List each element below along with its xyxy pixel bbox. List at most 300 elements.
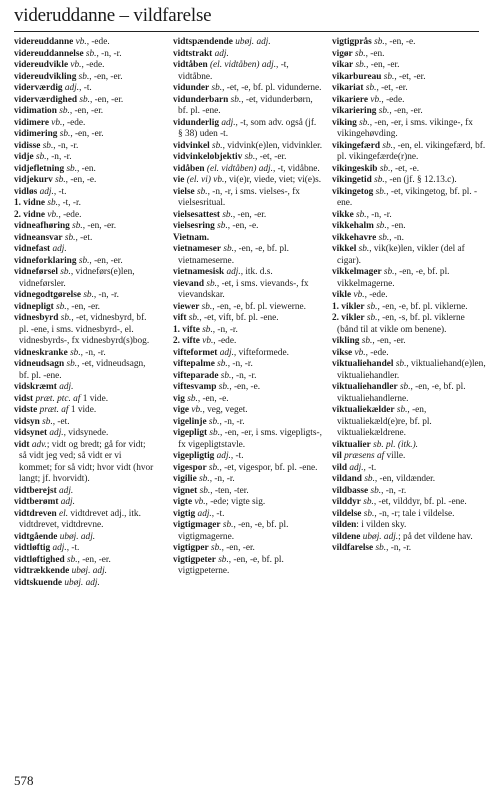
entry-grammar: sb. [374,37,385,47]
dictionary-entry [332,440,486,452]
entry-grammar: sb. [83,290,94,300]
dictionary-entry [173,233,323,245]
entry-inflection: , -n, -r. [366,209,392,220]
entry-inflection: , -en, -er. [221,543,255,553]
dictionary-entry [332,302,486,314]
entry-grammar: vb. [370,94,382,105]
entry-inflection: , -en, -e. [65,175,97,185]
dictionary-entry [173,95,323,118]
dictionary-entry [14,405,154,417]
entry-inflection: vifteformede. [236,347,289,358]
entry-inflection: , -en, -e. [384,37,416,47]
entry-inflection: , -en, -e, bf. pl. vikkelmagerne. [337,267,450,289]
dictionary-entry [14,256,154,268]
entry-inflection: , -en, -er. [82,221,117,231]
entry-headword: vidtrækkende [14,566,70,576]
dictionary-entry [173,49,323,61]
entry-grammar: vb. [353,290,365,300]
page-number: 578 [14,773,34,788]
dictionary-entry [332,118,486,141]
dictionary-entry [173,221,323,233]
entry-inflection: , -en, -er. [66,301,101,312]
entry-inflection: , vik(ke)len, vikler (del af cigar). [337,244,465,266]
entry-inflection: , -ede. [86,37,110,47]
entry-grammar: sb. [365,83,377,93]
dictionary-entry [332,290,486,302]
entry-inflection: , -en, -er. [389,106,423,116]
entry-grammar: sb. [72,221,83,231]
entry-grammar: ubøj. adj. [59,531,96,542]
entry-headword: vikar [332,60,354,70]
entry-grammar: ubøj. adj. [64,577,100,588]
dictionary-entry [14,382,154,394]
entry-grammar: sb. [208,416,220,427]
entry-headword: vildelse [332,508,362,519]
entry-grammar: sb. pl. (itk.). [373,439,419,450]
entry-headword: vignet [173,485,198,496]
dictionary-entry [173,336,323,348]
entry-inflection: vidtdrevet adj., itk. vidtdrevet, vidtdrevne. [19,508,141,530]
dictionary-entry [332,267,486,290]
entry-headword: vidvinkelobjektiv [173,152,243,162]
entry-grammar: sb. [358,244,370,254]
dictionary-entry [14,83,154,95]
entry-headword: vigelinje [173,416,207,427]
entry-grammar: sb. [218,382,230,392]
entry-headword: viftesvamp [173,382,217,392]
entry-grammar: sb. [187,393,198,404]
entry-grammar: sb. [383,267,395,277]
entry-headword: vildfarelse [332,543,374,553]
entry-grammar: vb. [51,117,63,128]
entry-headword: vidtløftighed [14,554,65,565]
entry-inflection: , -en, -e, bf. pl. viklerne. [377,301,468,312]
entry-headword: vigtigpeter [173,554,216,565]
entry-headword: vidimation [14,106,57,116]
entry-grammar: vb. [191,405,203,415]
dictionary-entry [173,509,323,521]
entry-inflection: , -ede. [381,94,405,105]
entry-grammar: adj., [219,347,237,358]
entry-headword: vikling [332,336,360,346]
entry-grammar: ubøj. adj. [71,566,107,576]
dictionary-entry [332,463,486,475]
entry-grammar: sb. [201,301,213,312]
entry-inflection: 1 vide. [68,405,97,415]
dictionary-entry [173,474,323,486]
entry-grammar: ubøj. adj. [235,37,271,47]
entry-grammar: sb. [376,221,387,231]
entry-inflection: , -en, -er. [77,554,111,565]
entry-headword: vidunderlig [173,117,219,128]
entry-inflection: , -et, vidneudsagn, bf. pl. -ene. [19,359,146,381]
dictionary-entry [332,37,486,49]
entry-headword: vidtberømt [14,497,59,507]
dictionary-entry [332,405,486,440]
dictionary-entry [14,210,154,222]
entry-headword: vidje [14,152,34,162]
entry-headword: viktualiehandel [332,359,394,369]
entry-grammar: vb. [75,37,87,47]
header-rule [14,31,479,32]
entry-grammar: sb. [220,370,232,381]
entry-headword: vidtstrakt [173,48,213,59]
dictionary-entry [14,198,154,210]
entry-headword: vildene [332,531,361,542]
entry-grammar: sb. [206,278,217,289]
entry-headword: vidneforklaring [14,255,77,266]
dictionary-entry [173,164,323,176]
entry-grammar: sb. [79,94,90,105]
entry-grammar: sb. [209,428,221,438]
entry-headword: vikingetid [332,175,372,185]
entry-headword: vidunderbarn [173,94,229,105]
entry-inflection: , -t. [211,508,225,519]
entry-grammar: sb. [364,474,375,484]
entry-grammar: sb. [222,520,234,530]
entry-headword: vidneansvar [14,232,63,243]
entry-inflection: , -en, -er. [89,94,124,105]
entry-headword: viktualier [332,439,371,450]
entry-grammar: sb. [223,244,234,254]
dictionary-entry [173,520,323,543]
entry-grammar: adj. [52,244,67,254]
entry-inflection: , -t. [53,186,67,197]
dictionary-entry [173,543,323,555]
entry-grammar: sb. [361,336,373,346]
entry-headword: vidt [14,439,30,450]
dictionary-entry [173,244,323,267]
entry-headword: vidsynet [14,428,48,438]
dictionary-entry [332,233,486,245]
entry-grammar: sb. [378,106,390,116]
dictionary-entry [173,486,323,498]
entry-headword: viderværdig [14,83,63,93]
entry-grammar: sb. [355,60,367,70]
entry-headword: vielse [173,186,195,197]
entry-headword: 2. vikler [332,313,365,323]
entry-grammar: sb. [396,405,408,415]
entry-inflection: , -en, -er, i sms. vigepligts-, fx vigepligtstavle. [178,428,322,450]
entry-grammar: sb. [199,485,211,496]
entry-grammar: sb. [366,313,378,323]
entry-headword: viderværdighed [14,94,78,105]
entry-headword: 1. vidne [14,198,45,208]
entry-grammar: adj. [52,543,67,553]
dictionary-entry [14,532,154,544]
entry-headword: vikingeskib [332,163,378,174]
entry-grammar: vb. [194,497,206,507]
entry-headword: vikariat [332,83,364,93]
entry-inflection: , -ede. [58,209,82,220]
entry-headword: 2. vidne [14,209,45,220]
entry-inflection: , -et, vidunderbørn, bf. pl. -ene. [178,94,313,116]
dictionary-entry [332,336,486,348]
entry-inflection: -t, vidtåbne. [178,60,289,82]
entry-headword: vigtigprås [332,37,372,47]
dictionary-entry [332,210,486,222]
entry-grammar: sb. [64,232,76,243]
entry-inflection: , -en, -er. [69,106,104,116]
dictionary-entry [14,141,154,153]
entry-inflection: , -et, vilddyr, bf. pl. -ene. [373,497,467,507]
entry-inflection: , -n, -r. [227,359,253,369]
entry-headword: vigtig [173,508,196,519]
entry-grammar: adj. [59,382,74,392]
entry-grammar: sb. [379,163,391,174]
entry-headword: vidtløftig [14,543,51,553]
dictionary-entry [14,290,154,302]
entry-inflection: , -et, -er. [376,83,408,93]
entry-headword: vil [332,451,342,461]
dictionary-entry [332,532,486,544]
dictionary-entry [14,106,154,118]
entry-grammar: vb. [47,209,59,220]
entry-inflection: , -t. [230,451,244,461]
entry-grammar: sb. [370,485,382,496]
entry-grammar: adv. [31,439,47,450]
entry-headword: vidneskranke [14,347,68,358]
entry-headword: vifteformet [173,347,218,358]
column-2 [173,37,323,578]
dictionary-entry [14,486,154,498]
entry-headword: vig [173,393,185,404]
entry-headword: vigespor [173,462,207,473]
entry-grammar: sb. [55,175,66,185]
entry-inflection: , -en (jf. § 12.13.c). [384,175,457,185]
entry-headword: vidskræmt [14,382,57,392]
dictionary-entry [14,555,154,567]
entry-inflection: , -en, -er. [89,255,123,266]
entry-headword: viking [332,117,357,128]
entry-inflection: , -en, -er. [89,71,123,82]
entry-grammar: sb. [382,140,393,151]
entry-headword: videreuddannelse [14,48,84,59]
entry-headword: 1. vifte [173,324,200,335]
dictionary-entry [332,106,486,118]
entry-inflection: , -n, -r. [96,48,122,59]
dictionary-entry [14,313,154,348]
dictionary-entry [173,152,323,164]
entry-inflection: , -t. [363,462,377,473]
entry-inflection: , viktualiehand(e)len, viktualiehandler. [337,359,486,381]
entry-headword: vidnesbyrd [14,313,59,323]
entry-grammar: el. [59,508,69,519]
entry-headword: vidnepligt [14,301,54,312]
entry-inflection: , -t, som adv. også (jf. § 38) uden -t. [178,117,317,139]
dictionary-entry [173,463,323,475]
dictionary-entry [332,509,486,521]
entry-headword: vidjefletning [14,163,65,174]
entry-inflection: , -n, -r, i sms. vielses-, fx vielsesritual. [178,186,300,208]
entry-headword: vikkelmager [332,267,382,277]
entry-inflection: , -ede; vigte sig. [205,497,266,507]
entry-headword: vikse [332,347,353,358]
entry-grammar: sb. [211,83,223,93]
entry-headword: viftepalme [173,359,215,369]
dictionary-entry [14,152,154,164]
entry-headword: vikingetog [332,186,374,197]
dictionary-entry [14,543,154,555]
entry-inflection: , -en, -er. [366,60,400,70]
entry-headword: vidisse [14,140,41,151]
dictionary-entry [332,83,486,95]
dictionary-entry [14,267,154,290]
dictionary-entry [14,497,154,509]
dictionary-entry [332,543,486,555]
entry-headword: vidimere [14,117,49,128]
entry-inflection: , -ede. [364,290,388,300]
dictionary-entry [14,348,154,360]
entry-headword: videreudvikling [14,71,77,82]
entry-grammar: sb. [35,152,47,162]
entry-grammar: sb. [70,347,81,358]
dictionary-entry [14,566,154,578]
dictionary-entry [173,118,323,141]
entry-headword: vikariere [332,94,368,105]
entry-grammar: sb. [395,359,407,369]
dictionary-entry [173,394,323,406]
entry-inflection: , -n, -r. [381,485,407,496]
entry-headword: vie [173,175,185,185]
entry-headword: vikke [332,209,354,220]
entry-inflection: 1 vide. [80,393,109,404]
entry-inflection: , -et, -er. [394,71,426,82]
running-header: videruddanne – vildfarelse [14,5,212,26]
entry-inflection: , veg, veget. [202,405,248,415]
dictionary-entry [173,359,323,371]
entry-inflection: , -et. [75,232,93,243]
entry-inflection: , -en, -e, bf. pl. vigtigpeterne. [178,554,284,576]
entry-inflection: , -et, -er. [255,152,287,162]
dictionary-entry [173,428,323,451]
entry-headword: vielsesattest [173,209,220,220]
entry-headword: viktualiekælder [332,405,395,415]
dictionary-entry [14,244,154,256]
dictionary-entry [332,187,486,210]
entry-grammar: adj. [216,451,231,461]
entry-headword: vidste [14,405,38,415]
entry-inflection: vi(e)r, viede, viet; vi(e)s. [226,175,322,185]
entry-inflection: , -en, -s, bf. pl. viklerne (bånd til at vikle om benene). [337,313,465,335]
entry-grammar: (el. vidtåben) adj., [206,163,276,174]
entry-grammar: sb. [66,554,78,565]
entry-inflection: , -en, -e, bf. pl. vigtigmagerne. [178,520,289,542]
entry-headword: vidtberejst [14,485,57,496]
entry-inflection: , -n, -r; tale i vildelse. [374,508,455,519]
entry-grammar: sb. [366,301,378,312]
dictionary-entry [14,440,154,486]
dictionary-entry [173,175,323,187]
entry-headword: vildbasse [332,485,369,496]
dictionary-entry [14,428,154,440]
entry-grammar: adj. [214,48,229,59]
dictionary-entry [14,175,154,187]
entry-inflection: , -en. [365,48,385,59]
entry-inflection: , -et, vigespor, bf. pl. -ene. [219,462,318,473]
entry-inflection: , -n, -r. [93,290,119,300]
entry-grammar: adj. [60,497,75,507]
entry-grammar: sb. [210,543,222,553]
dictionary-entry [332,451,486,463]
entry-headword: vigepligt [173,428,208,438]
entry-inflection: , -n. [389,232,404,243]
entry-inflection: , -n, -r. [219,416,245,427]
dictionary-entry [173,325,323,337]
entry-grammar: adj. [349,462,364,473]
entry-headword: vige [173,405,190,415]
dictionary-entry [332,474,486,486]
entry-grammar: sb. [197,186,208,197]
entry-grammar: sb. [78,71,90,82]
entry-headword: vidtåben [173,60,208,70]
entry-headword: vifteparade [173,370,219,381]
dictionary-entry [332,141,486,164]
entry-grammar: adj. [39,186,54,197]
entry-inflection: , -en, -e, bf. pl. viewerne. [212,301,306,312]
dictionary-entry [332,244,486,267]
entry-inflection: , -et, -e. [390,163,420,174]
dictionary-entry [332,486,486,498]
entry-inflection: : i vilden sky. [356,520,407,530]
dictionary-entry [173,141,323,153]
entry-headword: videreuddanne [14,37,74,47]
column-1 [14,37,154,589]
dictionary-entry [14,37,154,49]
entry-headword: vigtigper [173,543,209,553]
dictionary-entry [14,394,154,406]
entry-inflection: , -et, -e, bf. pl. vidunderne. [222,83,322,93]
dictionary-entry [173,451,323,463]
entry-grammar: vb. [354,347,366,358]
entry-headword: vidtspændende [173,37,233,47]
entry-inflection: , -ede. [62,117,86,128]
entry-headword: vild [332,462,347,473]
entry-grammar: (el. vi) vb., [186,175,227,185]
entry-grammar: adj. [49,428,64,438]
entry-headword: vielsesring [173,221,215,231]
entry-grammar: sb. [244,152,256,162]
dictionary-entry [14,129,154,141]
dictionary-entry [14,60,154,72]
entry-grammar: vb. [70,60,82,70]
entry-headword: vidjekurv [14,175,53,185]
dictionary-entry [173,405,323,417]
entry-headword: vidimering [14,129,58,139]
entry-grammar: sb. [56,301,67,312]
entry-inflection: , -et, vikingetog, bf. pl. -ene. [337,186,478,208]
entry-grammar: adj. [64,83,80,93]
entry-inflection: , -en, el. vikingefærd, bf. pl. vikingefærde(r)ne. [337,140,486,162]
entry-headword: vikkehalm [332,221,374,231]
column-3 [332,37,486,555]
entry-headword: vidnefast [14,244,51,254]
entry-headword: vigte [173,497,193,507]
entry-grammar: sb. [208,462,220,473]
entry-grammar: sb. [218,554,229,565]
entry-inflection: , -t. [66,543,80,553]
dictionary-entry [173,302,323,314]
dictionary-entry [173,187,323,210]
entry-headword: vikariering [332,106,377,116]
dictionary-entry [173,313,323,325]
entry-grammar: sb. [85,48,97,59]
entry-inflection: , -en, -er, i sms. vikinge-, fx vikingehøvding. [337,117,473,139]
dictionary-entry [173,83,323,95]
entry-grammar: adj. [59,485,74,496]
entry-headword: vikingefærd [332,140,381,151]
entry-grammar: sb. [354,48,366,59]
